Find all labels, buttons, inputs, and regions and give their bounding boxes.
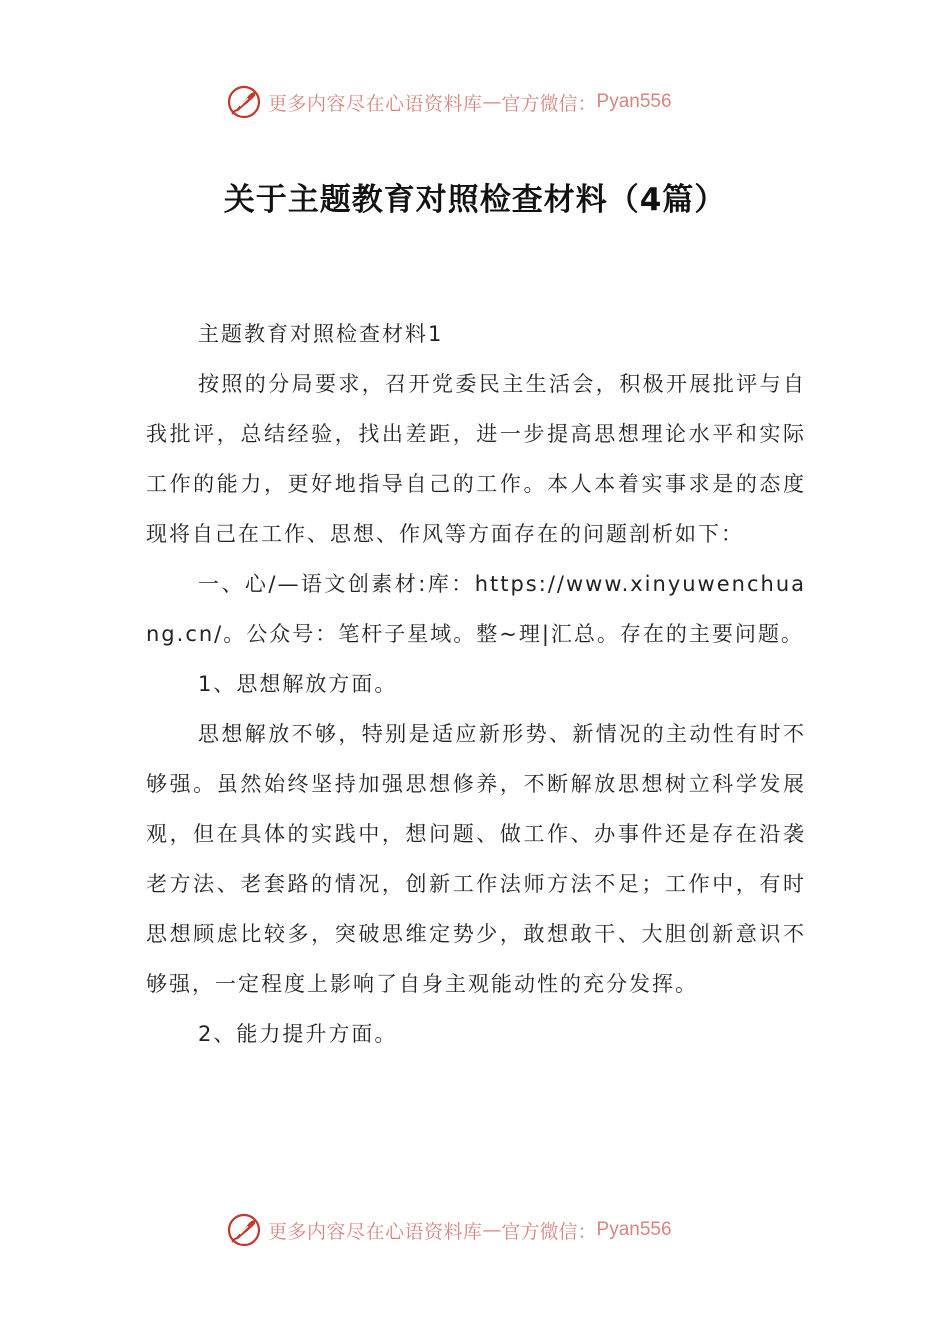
banner-wechat-label: 官方微信： <box>501 1220 597 1243</box>
body-paragraph: 思想解放不够，特别是适应新形势、新情况的主动性有时不够强。虽然始终坚持加强思想修养，不断解放思想树立科学发展观，但在具体的实践中，想问题、做工作、办事件还是存在沿袭老方法、老套路的情况，创新工作法师方法不足；工作中，有时思想顾虑比较多，突破思维定势少，敢想敢干、大胆创新意识不够强，一定程度上影响了自身主观能动性的充分发挥。 <box>146 722 806 996</box>
subsection-heading: 2、能力提升方面。 <box>198 1022 398 1046</box>
banner-wechat-id: Pyan556 <box>596 1219 672 1240</box>
banner-slogan: 更多内容尽在心语资料库 <box>268 92 483 115</box>
quill-pen-logo-icon <box>226 84 262 120</box>
body-paragraph: 一、心/—语文创素材:库：https://www.xinyuwenchuang.cn/。公众号：笔杆子星域。整~理|汇总。存在的主要问题。 <box>146 572 806 646</box>
banner-separator: — <box>482 91 502 113</box>
banner-separator: — <box>482 1219 502 1241</box>
header-banner <box>226 82 672 122</box>
footer-banner <box>226 1210 672 1250</box>
section-heading: 主题教育对照检查材料1 <box>198 322 444 346</box>
quill-pen-logo-icon <box>226 1212 262 1248</box>
subsection-heading: 1、思想解放方面。 <box>198 672 398 696</box>
banner-wechat-id: Pyan556 <box>596 91 672 112</box>
banner-wechat-label: 官方微信： <box>501 92 597 115</box>
document-title: 关于主题教育对照检查材料（4篇） <box>223 182 727 218</box>
banner-slogan: 更多内容尽在心语资料库 <box>268 1220 483 1243</box>
document-body <box>146 309 806 1059</box>
body-paragraph: 按照的分局要求，召开党委民主生活会，积极开展批评与自我批评，总结经验，找出差距，进一步提高思想理论水平和实际工作的能力，更好地指导自己的工作。本人本着实事求是的态度现将自己在工作、思想、作风等方面存在的问题剖析如下： <box>146 372 806 546</box>
